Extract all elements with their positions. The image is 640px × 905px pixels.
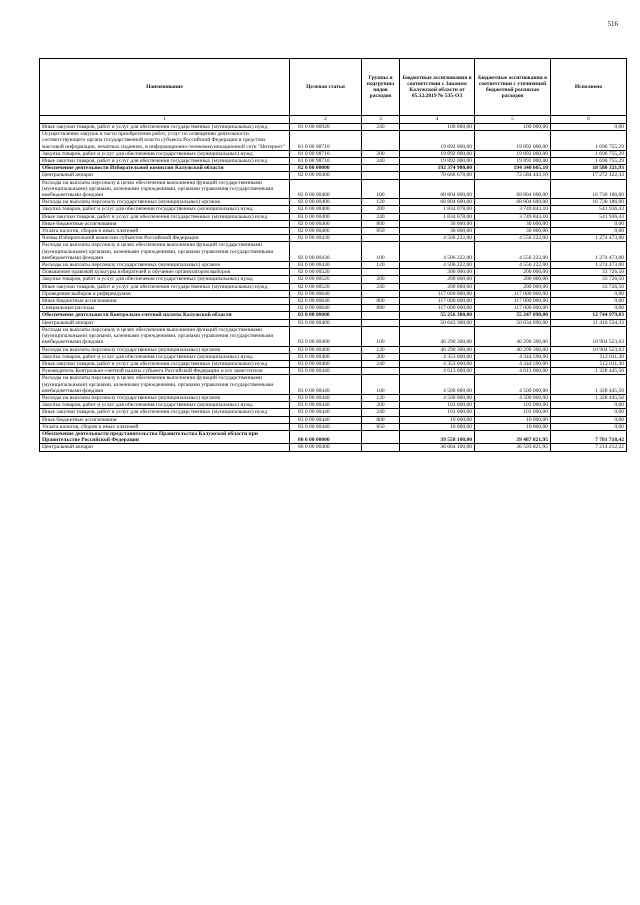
row-code: 82 0 00 00430 (290, 235, 362, 242)
row-name: Расходы на выплаты персоналу государственных (муниципальных) органов (40, 262, 290, 269)
table-row (40, 150, 627, 157)
row-group: 850 (362, 423, 400, 430)
row-group: 200 (362, 353, 400, 360)
row-executed-amount: 12 744 979,83 (551, 312, 627, 319)
row-name: Расходы на выплаты персоналу в целях обеспечения выполнения функций государственными (муниципальными) органами, казенными учреждениями, органами управления государственными внебюджетными фондами (40, 179, 290, 199)
row-group (362, 269, 400, 276)
row-executed-amount: 0,00 (551, 423, 627, 430)
row-updated-amount: 46 290 300,00 (475, 326, 551, 346)
row-group (362, 290, 400, 297)
table-row (40, 290, 627, 297)
row-law-amount: 70 668 678,00 (400, 172, 475, 179)
table-row (40, 276, 627, 283)
table-row (40, 360, 627, 367)
header-group: Группы и подгруппы видов расходов (362, 59, 400, 116)
row-executed-amount: 17 272 122,43 (551, 172, 627, 179)
row-code: 82 0 00 00520 (290, 276, 362, 283)
row-updated-amount: 30 000,00 (475, 220, 551, 227)
table-row (40, 283, 627, 290)
row-group (362, 319, 400, 326)
row-executed-amount: 7 781 718,42 (551, 430, 627, 443)
row-code: 83 0 00 00440 (290, 416, 362, 423)
budget-table (39, 58, 627, 452)
table-row (40, 262, 627, 269)
row-name: Иные бюджетные ассигнования (40, 416, 290, 423)
row-name: Иные закупки товаров, работ и услуг для обеспечения государственных (муниципальных) нужд (40, 213, 290, 220)
row-code: 86 0 00 00000 (290, 430, 362, 443)
row-code: 83 0 00 00440 (290, 423, 362, 430)
row-code: 82 0 00 00400 (290, 228, 362, 235)
row-updated-amount: 4 556 222,00 (475, 242, 551, 262)
row-code: 83 0 00 00440 (290, 394, 362, 401)
row-group: 200 (362, 276, 400, 283)
row-code: 82 0 00 00430 (290, 262, 362, 269)
row-name: Члены Избирательной комиссии субъектов Российской Федерации (40, 235, 290, 242)
row-updated-amount: 19 892 000,00 (475, 150, 551, 157)
row-updated-amount: 200 000,00 (475, 276, 551, 283)
row-executed-amount: 33 726,50 (551, 283, 627, 290)
table-row (40, 409, 627, 416)
row-name: Расходы на выплаты персоналу в целях обеспечения выполнения функций государственными (муниципальными) органами, казенными учреждениями, органами управления государственными внебюджетными фондами (40, 375, 290, 395)
row-executed-amount: 16 730 186,00 (551, 179, 627, 199)
row-name: Осуществление закупок в части приобретения работ, услуг по освещению деятельности соответствующего органа государственной власти субъекта Российской Федерации в средствах массовой информации, печатных изданиях, в информационно-телекоммуникационной сети "Интернет" (40, 131, 290, 151)
row-executed-amount: 16 730 186,00 (551, 199, 627, 206)
row-code: 82 0 00 00520 (290, 269, 362, 276)
row-law-amount: 4 500 000,00 (400, 394, 475, 401)
table-row (40, 158, 627, 165)
row-code: 82 0 00 00400 (290, 199, 362, 206)
row-law-amount: 4 353 000,00 (400, 360, 475, 367)
row-code: 83 0 00 00440 (290, 409, 362, 416)
row-executed-amount: 7 214 212,22 (551, 444, 627, 451)
table-row (40, 416, 627, 423)
column-number: 2 (290, 116, 362, 124)
row-group: 200 (362, 206, 400, 213)
row-group: 100 (362, 179, 400, 199)
row-updated-amount: 117 000 000,00 (475, 298, 551, 305)
row-executed-amount: 0,00 (551, 290, 627, 297)
row-group: 100 (362, 375, 400, 395)
row-name: Иные закупки товаров, работ и услуг для обеспечения государственных (муниципальных) нужд (40, 158, 290, 165)
row-name: Обеспечение деятельности Избирательной комиссии Калужской области (40, 165, 290, 172)
row-executed-amount: 18 580 321,93 (551, 165, 627, 172)
row-group (362, 235, 400, 242)
row-group (362, 165, 400, 172)
budget-table-sheet (39, 58, 626, 452)
row-executed-amount: 1 696 755,29 (551, 150, 627, 157)
row-updated-amount: 4 556 222,00 (475, 235, 551, 242)
row-law-amount: 1 834 078,00 (400, 206, 475, 213)
table-row (40, 228, 627, 235)
row-law-amount: 19 892 000,00 (400, 158, 475, 165)
row-code: 81 0 00 98710 (290, 131, 362, 151)
row-law-amount: 46 290 300,00 (400, 326, 475, 346)
row-name: Иные закупки товаров, работ и услуг для обеспечения государственных (муниципальных) нужд (40, 360, 290, 367)
row-law-amount: 4 500 000,00 (400, 375, 475, 395)
table-row (40, 326, 627, 346)
header-law: Бюджетные ассигнования в соответствии с Законом Калужской области от 05.12.2019 № 535-ОЗ (400, 59, 475, 116)
row-group (362, 312, 400, 319)
row-law-amount: 68 804 600,00 (400, 199, 475, 206)
table-row (40, 206, 627, 213)
row-name: Уплата налогов, сборов и иных платежей (40, 228, 290, 235)
row-updated-amount: 46 290 300,00 (475, 346, 551, 353)
row-executed-amount: 1 328 445,50 (551, 394, 627, 401)
row-group (362, 172, 400, 179)
row-group (362, 368, 400, 375)
row-name: Руководитель Контрольно-счетной палаты субъекта Российской Федерации и его заместители (40, 368, 290, 375)
page-number: 516 (607, 20, 618, 28)
row-code: 82 0 00 00400 (290, 179, 362, 199)
row-group: 240 (362, 124, 400, 131)
row-name: Иные бюджетные ассигнования (40, 220, 290, 227)
row-updated-amount: 117 000 000,00 (475, 305, 551, 312)
table-row (40, 394, 627, 401)
table-row (40, 423, 627, 430)
row-updated-amount: 100 000,00 (475, 124, 551, 131)
row-code: 82 0 00 00640 (290, 305, 362, 312)
row-group: 120 (362, 199, 400, 206)
row-code: 81 0 00 00920 (290, 124, 362, 131)
row-executed-amount: 512 011,30 (551, 353, 627, 360)
row-updated-amount: 72 584 443,10 (475, 172, 551, 179)
table-row (40, 172, 627, 179)
row-law-amount: 4 353 000,00 (400, 353, 475, 360)
row-name: Центральный аппарат (40, 319, 290, 326)
table-row (40, 319, 627, 326)
row-law-amount: 30 000,00 (400, 228, 475, 235)
row-name: Закупка товаров, работ и услуг для обеспечения государственных (муниципальных) нужд (40, 276, 290, 283)
row-executed-amount: 541 936,43 (551, 213, 627, 220)
row-law-amount: 4 613 000,00 (400, 368, 475, 375)
row-law-amount: 117 000 000,00 (400, 298, 475, 305)
row-law-amount: 200 000,00 (400, 283, 475, 290)
table-row (40, 444, 627, 451)
row-name: Специальные расходы (40, 305, 290, 312)
row-code: 83 0 00 00440 (290, 368, 362, 375)
row-name: Закупка товаров, работ и услуг для обеспечения государственных (муниципальных) нужд (40, 150, 290, 157)
row-group: 240 (362, 283, 400, 290)
row-updated-amount: 10 000,00 (475, 416, 551, 423)
row-code: 82 0 00 00640 (290, 290, 362, 297)
row-name: Расходы на выплаты персоналу государственных (муниципальных) органов (40, 199, 290, 206)
row-updated-amount: 19 892 000,00 (475, 131, 551, 151)
row-law-amount: 1 834 078,00 (400, 213, 475, 220)
row-updated-amount: 103 000,00 (475, 409, 551, 416)
row-code: 83 0 00 00400 (290, 360, 362, 367)
row-code: 82 0 00 00400 (290, 220, 362, 227)
row-updated-amount: 4 344 590,00 (475, 353, 551, 360)
row-updated-amount: 4 500 000,00 (475, 375, 551, 395)
table-row (40, 402, 627, 409)
row-group (362, 430, 400, 443)
row-executed-amount: 0,00 (551, 402, 627, 409)
row-group (362, 131, 400, 151)
row-executed-amount: 0,00 (551, 409, 627, 416)
table-row (40, 179, 627, 199)
row-name: Повышение правовой культуры избирателей и обучение организаторов выборов (40, 269, 290, 276)
header-code: Целевая статья (290, 59, 362, 116)
row-executed-amount: 1 274 473,00 (551, 235, 627, 242)
row-name: Проведение выборов и референдумов (40, 290, 290, 297)
row-updated-amount: 103 000,00 (475, 402, 551, 409)
row-executed-amount: 512 011,30 (551, 360, 627, 367)
header-executed: Исполнено (551, 59, 627, 116)
row-executed-amount: 0,00 (551, 220, 627, 227)
row-executed-amount: 1 328 445,50 (551, 375, 627, 395)
row-law-amount: 192 374 900,00 (400, 165, 475, 172)
row-updated-amount: 68 804 600,00 (475, 179, 551, 199)
table-row (40, 368, 627, 375)
row-executed-amount: 10 904 523,03 (551, 346, 627, 353)
table-row (40, 242, 627, 262)
row-code: 83 0 00 00400 (290, 346, 362, 353)
table-row (40, 124, 627, 131)
row-executed-amount: 11 416 534,33 (551, 319, 627, 326)
row-updated-amount: 200 000,00 (475, 283, 551, 290)
row-law-amount: 50 643 300,00 (400, 319, 475, 326)
row-executed-amount: 0,00 (551, 228, 627, 235)
row-law-amount: 10 000,00 (400, 416, 475, 423)
row-group: 240 (362, 213, 400, 220)
row-law-amount: 55 256 300,00 (400, 312, 475, 319)
row-group: 880 (362, 305, 400, 312)
row-group: 240 (362, 360, 400, 367)
row-name: Расходы на выплаты персоналу в целях обеспечения выполнения функций государственными (муниципальными) органами, казенными учреждениями, органами управления государственными внебюджетными фондами (40, 242, 290, 262)
table-row (40, 165, 627, 172)
row-executed-amount: 1 696 755,29 (551, 131, 627, 151)
column-number: 1 (40, 116, 290, 124)
row-law-amount: 19 892 000,00 (400, 131, 475, 151)
table-row (40, 298, 627, 305)
row-group: 100 (362, 326, 400, 346)
row-code: 82 0 00 00400 (290, 172, 362, 179)
row-updated-amount: 4 613 000,00 (475, 368, 551, 375)
row-code: 83 0 00 00400 (290, 353, 362, 360)
row-code: 83 0 00 00440 (290, 402, 362, 409)
table-row (40, 312, 627, 319)
table-body (40, 124, 627, 452)
row-name: Обеспечение деятельности Контрольно-счетной палаты Калужской области (40, 312, 290, 319)
table-row (40, 305, 627, 312)
row-updated-amount: 117 000 000,00 (475, 290, 551, 297)
row-law-amount: 100 000,00 (400, 124, 475, 131)
row-law-amount: 39 558 100,00 (400, 430, 475, 443)
row-law-amount: 19 892 000,00 (400, 150, 475, 157)
table-row (40, 353, 627, 360)
row-group: 800 (362, 220, 400, 227)
row-law-amount: 4 506 222,00 (400, 242, 475, 262)
row-group: 800 (362, 298, 400, 305)
row-updated-amount: 200 000,00 (475, 269, 551, 276)
row-executed-amount: 0,00 (551, 298, 627, 305)
row-updated-amount: 10 000,00 (475, 423, 551, 430)
row-name: Иные бюджетные ассигнования (40, 298, 290, 305)
row-code: 83 0 00 00440 (290, 375, 362, 395)
row-group: 200 (362, 402, 400, 409)
row-updated-amount: 3 749 843,10 (475, 213, 551, 220)
row-group: 200 (362, 150, 400, 157)
row-group (362, 444, 400, 451)
row-updated-amount: 68 804 600,00 (475, 199, 551, 206)
row-executed-amount: 1 274 473,00 (551, 242, 627, 262)
row-name: Центральный аппарат (40, 172, 290, 179)
row-code: 83 0 00 00000 (290, 312, 362, 319)
row-executed-amount: 10 904 523,03 (551, 326, 627, 346)
row-updated-amount: 4 500 000,00 (475, 394, 551, 401)
row-group: 120 (362, 394, 400, 401)
row-code: 82 0 00 00000 (290, 165, 362, 172)
row-name: Иные закупки товаров, работ и услуг для обеспечения государственных (муниципальных) нужд (40, 283, 290, 290)
row-code: 82 0 00 00430 (290, 242, 362, 262)
row-name: Закупка товаров, работ и услуг для обеспечения государственных (муниципальных) нужд (40, 402, 290, 409)
column-number: 6 (551, 116, 627, 124)
row-executed-amount: 0,00 (551, 416, 627, 423)
table-row (40, 199, 627, 206)
column-number: 3 (362, 116, 400, 124)
row-updated-amount: 194 340 665,10 (475, 165, 551, 172)
row-law-amount: 200 000,00 (400, 276, 475, 283)
row-executed-amount: 33 726,50 (551, 276, 627, 283)
row-code: 81 0 00 98710 (290, 150, 362, 157)
header-name: Наименование (40, 59, 290, 116)
row-law-amount: 36 664 100,00 (400, 444, 475, 451)
row-code: 83 0 00 00400 (290, 319, 362, 326)
row-executed-amount: 0,00 (551, 124, 627, 131)
row-law-amount: 200 000,00 (400, 269, 475, 276)
column-number-row (40, 116, 627, 124)
header-row (40, 59, 627, 116)
row-code: 83 0 00 00400 (290, 326, 362, 346)
row-name: Уплата налогов, сборов и иных платежей (40, 423, 290, 430)
row-law-amount: 68 804 600,00 (400, 179, 475, 199)
row-updated-amount: 3 749 843,10 (475, 206, 551, 213)
table-row (40, 269, 627, 276)
row-law-amount: 103 000,00 (400, 402, 475, 409)
table-row (40, 375, 627, 395)
table-row (40, 346, 627, 353)
row-name: Расходы на выплаты персоналу государственных (муниципальных) органов (40, 346, 290, 353)
row-group: 800 (362, 416, 400, 423)
row-name: Центральный аппарат (40, 444, 290, 451)
table-row (40, 430, 627, 443)
row-name: Расходы на выплаты персоналу государственных (муниципальных) органов (40, 394, 290, 401)
row-group: 240 (362, 158, 400, 165)
row-code: 82 0 00 00400 (290, 206, 362, 213)
row-executed-amount: 1 328 445,50 (551, 368, 627, 375)
row-name: Иные закупки товаров, работ и услуг для обеспечения государственных (муниципальных) нужд (40, 409, 290, 416)
row-group: 240 (362, 409, 400, 416)
column-number: 4 (400, 116, 475, 124)
row-law-amount: 46 290 300,00 (400, 346, 475, 353)
header-updated: Бюджетные ассигнования в соответствии с уточненной бюджетной росписью расходов (475, 59, 551, 116)
row-name: Расходы на выплаты персоналу в целях обеспечения выполнения функций государственными (муниципальными) органами, казенными учреждениями, органами управления государственными внебюджетными фондами (40, 326, 290, 346)
row-updated-amount: 19 892 000,00 (475, 158, 551, 165)
column-number: 5 (475, 116, 551, 124)
row-group: 120 (362, 346, 400, 353)
row-updated-amount: 36 593 821,95 (475, 444, 551, 451)
row-law-amount: 117 000 000,00 (400, 305, 475, 312)
row-law-amount: 4 506 222,00 (400, 262, 475, 269)
row-updated-amount: 55 247 890,00 (475, 312, 551, 319)
row-group: 120 (362, 262, 400, 269)
row-code: 81 0 00 98710 (290, 158, 362, 165)
table-row (40, 220, 627, 227)
row-updated-amount: 39 487 821,95 (475, 430, 551, 443)
row-code: 82 0 00 00520 (290, 283, 362, 290)
row-law-amount: 117 000 000,00 (400, 290, 475, 297)
row-group: 100 (362, 242, 400, 262)
row-law-amount: 30 000,00 (400, 220, 475, 227)
row-code: 82 0 00 00640 (290, 298, 362, 305)
row-updated-amount: 4 556 222,00 (475, 262, 551, 269)
row-group: 850 (362, 228, 400, 235)
row-law-amount: 103 000,00 (400, 409, 475, 416)
row-executed-amount: 1 274 473,00 (551, 262, 627, 269)
row-executed-amount: 0,00 (551, 305, 627, 312)
row-code: 86 0 00 00400 (290, 444, 362, 451)
row-name: Закупка товаров, работ и услуг для обеспечения государственных (муниципальных) нужд (40, 353, 290, 360)
row-code: 82 0 00 00400 (290, 213, 362, 220)
row-executed-amount: 1 696 755,29 (551, 158, 627, 165)
row-law-amount: 10 000,00 (400, 423, 475, 430)
row-name: Закупка товаров, работ и услуг для обеспечения государственных (муниципальных) нужд (40, 206, 290, 213)
table-row (40, 131, 627, 151)
row-law-amount: 4 506 222,00 (400, 235, 475, 242)
row-name: Обеспечение деятельности представительства Правительства Калужской области при Правительстве Российской Федерации (40, 430, 290, 443)
table-row (40, 235, 627, 242)
row-updated-amount: 50 634 890,00 (475, 319, 551, 326)
row-executed-amount: 33 726,50 (551, 269, 627, 276)
row-updated-amount: 30 000,00 (475, 228, 551, 235)
table-row (40, 213, 627, 220)
row-updated-amount: 4 344 590,00 (475, 360, 551, 367)
row-executed-amount: 541 936,43 (551, 206, 627, 213)
row-name: Иные закупки товаров, работ и услуг для обеспечения государственных (муниципальных) нужд (40, 124, 290, 131)
